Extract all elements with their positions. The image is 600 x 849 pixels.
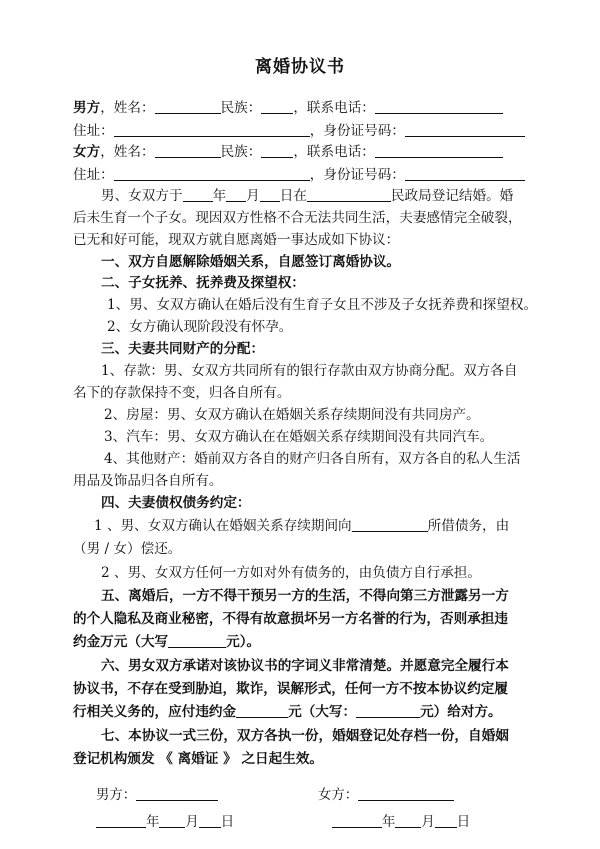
wife-signature-blank[interactable] — [358, 785, 454, 801]
document-title: 离婚协议书 — [255, 57, 345, 77]
husband-label: 男方 — [73, 100, 101, 116]
section-2-item-2: 2、女方确认现阶段没有怀孕。 — [107, 319, 293, 335]
section-6-text-a: 行相关义务的，应付违约金 — [73, 704, 237, 720]
husband-signature-label: 男方： — [96, 788, 137, 803]
husband-ethnicity-blank[interactable] — [261, 98, 293, 114]
section-2-heading: 二、子女抚养、抚养费及探望权： — [101, 275, 305, 291]
wife-signature-label: 女方： — [318, 788, 359, 803]
section-4-item-1-text-a: 1 、男、女双方确认在婚姻关系存续期间向 — [94, 518, 352, 534]
wife-sign-year: 年 — [382, 815, 396, 830]
section-3-item-3: 3、汽车：男、女双方确认在在婚姻关系存续期间没有共同汽车。 — [104, 429, 494, 445]
intro-text-b: 民政局登记结婚。婚 — [390, 188, 514, 204]
section-5-line-2: 的个人隐私及商业秘密，不得有故意损坏另一方名誉的行为，否则承担违 — [73, 611, 508, 627]
section-6-line-2: 协议书，不存在受到胁迫，欺诈，误解形式，任何一方不按本协议约定履 — [73, 681, 508, 697]
section-3-item-1-line-1: 1、存款：男、女双方共同所有的银行存款由双方协商分配。双方各自 — [101, 363, 518, 379]
penalty-amount-blank[interactable] — [236, 702, 288, 718]
wife-sign-month: 月 — [421, 815, 435, 830]
wife-id-blank[interactable] — [405, 165, 525, 181]
section-5-line-3 — [73, 631, 260, 653]
section-7-line-1: 七、本协议一式三份，双方各执一份，婚姻登记处存档一份，自婚姻 — [101, 728, 509, 744]
wife-address-row — [73, 164, 525, 186]
marriage-year-blank[interactable] — [183, 186, 213, 202]
wife-label: 女方 — [73, 144, 101, 160]
husband-name-label: ，姓名： — [100, 100, 155, 116]
wife-ethnicity-label: 民族： — [220, 144, 262, 160]
wife-address-blank[interactable] — [114, 165, 310, 181]
wife-name-blank[interactable] — [155, 142, 221, 158]
wife-name-label: ，姓名： — [100, 144, 155, 160]
husband-sign-month: 月 — [185, 815, 199, 830]
section-7-line-2: 登记机构颁发 《 离婚证 》 之日起生效。 — [73, 751, 324, 767]
husband-name-blank[interactable] — [155, 98, 221, 114]
wife-sign-day-blank[interactable] — [435, 812, 457, 828]
marriage-month-blank[interactable] — [226, 186, 246, 202]
section-6-line-1: 六、男女双方承诺对该协议书的字词义非常清楚。并愿意完全履行本 — [101, 658, 509, 674]
husband-signature-row — [96, 785, 218, 807]
section-3-item-1-line-2: 名下的存款保持不变，归各自所有。 — [73, 385, 291, 401]
intro-year: 年 — [212, 188, 227, 204]
intro-line-1 — [101, 185, 513, 207]
wife-sign-month-blank[interactable] — [395, 812, 421, 828]
wife-date-row — [332, 812, 470, 834]
husband-sign-day-blank[interactable] — [199, 812, 221, 828]
section-5-line-1: 五、离婚后，一方不得干预另一方的生活，不得向第三方泄露另一方 — [101, 588, 509, 604]
intro-line-3: 已无和好可能，现双方就自愿离婚一事达成如下协议： — [73, 232, 400, 248]
section-1: 一、双方自愿解除婚姻关系，自愿签订离婚协议。 — [101, 254, 401, 270]
wife-phone-label: ，联系电话： — [293, 144, 375, 160]
section-2-item-1: 1、男、女双方确认在婚后没有生育子女且不涉及子女抚养费和探望权。 — [107, 297, 538, 313]
husband-ethnicity-label: 民族： — [220, 100, 262, 116]
husband-sign-month-blank[interactable] — [159, 812, 185, 828]
wife-ethnicity-blank[interactable] — [261, 142, 293, 158]
penalty-uppercase-blank[interactable] — [168, 632, 226, 648]
section-3-item-4-line-2: 用品及饰品归各自所有。 — [73, 473, 223, 489]
section-6-text-b: 元（大写： — [288, 704, 357, 720]
bureau-blank[interactable] — [307, 186, 391, 202]
section-3-item-4-line-1: 4、其他财产：婚前双方各自的财产归各自所有，双方各自的私人生活 — [104, 451, 521, 467]
husband-address-blank[interactable] — [114, 121, 310, 137]
husband-id-blank[interactable] — [405, 121, 525, 137]
husband-sign-year-blank[interactable] — [96, 812, 146, 828]
section-4-item-1-line-1 — [94, 515, 509, 537]
husband-phone-blank[interactable] — [375, 98, 503, 114]
section-6-line-3 — [73, 701, 502, 723]
husband-sign-day: 日 — [220, 815, 235, 830]
intro-month: 月 — [246, 188, 260, 204]
wife-sign-year-blank[interactable] — [332, 812, 382, 828]
husband-address-row — [73, 120, 525, 142]
section-3-heading: 三、夫妻共同财产的分配： — [101, 341, 265, 357]
husband-address-label: 住址： — [73, 123, 114, 139]
section-6-text-c: 元）给对方。 — [420, 704, 502, 720]
section-4-item-1-line-2: （男 / 女）偿还。 — [73, 541, 182, 557]
wife-address-label: 住址： — [73, 167, 114, 183]
section-4-item-2: 2 、男、女双方任何一方如对外有债务的，由负债方自行承担。 — [101, 565, 481, 581]
wife-phone-blank[interactable] — [375, 142, 503, 158]
intro-line-2: 后未生育一个子女。现因双方性格不合无法共同生活，夫妻感情完全破裂， — [73, 210, 522, 226]
husband-date-row — [96, 812, 234, 834]
husband-id-label: ，身份证号码： — [309, 123, 405, 139]
husband-phone-label: ，联系电话： — [293, 100, 375, 116]
section-5-text-a: 约金万元（大写 — [73, 634, 169, 650]
intro-day: 日在 — [279, 188, 307, 204]
wife-info-row — [73, 141, 503, 163]
husband-info-row — [73, 97, 503, 119]
creditor-blank[interactable] — [352, 516, 428, 532]
husband-sign-year: 年 — [146, 815, 160, 830]
wife-signature-row — [318, 785, 454, 807]
marriage-day-blank[interactable] — [260, 186, 280, 202]
husband-signature-blank[interactable] — [136, 785, 218, 801]
wife-id-label: ，身份证号码： — [309, 167, 405, 183]
section-3-item-2: 2、房屋：男、女双方确认在婚姻关系存续期间没有共同房产。 — [104, 407, 480, 423]
wife-sign-day: 日 — [456, 815, 471, 830]
section-4-item-1-text-b: 所借债务，由 — [427, 518, 510, 534]
section-5-text-b: 元）。 — [226, 634, 261, 650]
penalty-amount-uppercase-blank[interactable] — [356, 702, 420, 718]
section-4-heading: 四、夫妻债权债务约定： — [101, 495, 251, 511]
intro-text-a: 男、女双方于 — [101, 188, 183, 204]
